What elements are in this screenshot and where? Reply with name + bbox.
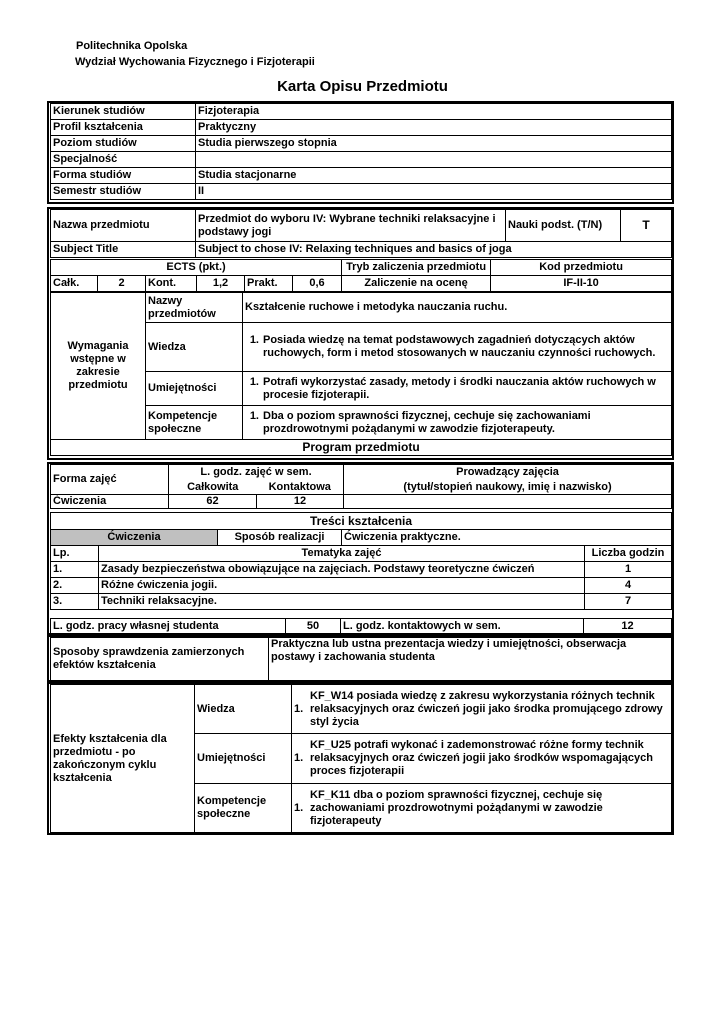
hours-label: L. godz. zajęć w sem. — [169, 465, 344, 481]
course-code-label: Kod przedmiotu — [491, 260, 672, 276]
outcome-category: Wiedza — [195, 685, 292, 734]
prereq-table — [50, 292, 672, 456]
course-name-label: Nazwa przedmiotu — [51, 210, 196, 242]
hours-total-label: Całkowita — [169, 481, 257, 495]
hours-header: Liczba godzin — [585, 546, 672, 562]
ects-total-value: 2 — [98, 276, 146, 292]
basic-sciences-label: Nauki podst. (T/N) — [506, 210, 621, 242]
outcomes-label: Efekty kształcenia dla przedmiotu - po zakończonym cyklu kształcenia — [51, 685, 195, 833]
outcome-category: Umiejętności — [195, 734, 292, 784]
prereq-social-label: Kompetencje społeczne — [146, 406, 243, 440]
faculty-line — [75, 56, 315, 68]
ects-contact-label: Kont. — [146, 276, 197, 292]
list-number: 1. — [294, 702, 304, 715]
ects-label: ECTS (pkt.) — [51, 260, 342, 276]
prereq-skills-cell — [243, 372, 672, 406]
list-number: 1. — [294, 752, 304, 764]
list-number: 1. — [249, 334, 259, 346]
ects-practical-label: Prakt. — [245, 276, 293, 292]
course-code-value: IF-II-10 — [491, 276, 672, 292]
teacher-sub-label: (tytuł/stopień naukowy, imię i nazwisko) — [344, 481, 672, 495]
study-label: Poziom studiów — [51, 136, 196, 152]
ects-contact-value: 1,2 — [197, 276, 245, 292]
ects-table — [50, 259, 672, 292]
assessment-value: Praktyczna lub ustna prezentacja wiedzy i umiejętności, obserwacja postawy i zachowania studenta — [269, 638, 672, 681]
program-title: Program przedmiotu — [51, 440, 672, 456]
prereq-names-value: Kształcenie ruchowe i metodyka nauczania ruchu. — [243, 293, 672, 323]
contact-hours-label: L. godz. kontaktowych w sem. — [341, 619, 584, 635]
row-hours: 1 — [585, 562, 672, 578]
row-hours: 4 — [585, 578, 672, 594]
pass-mode-label: Tryb zaliczenia przedmiotu — [342, 260, 491, 276]
prereq-names-label: Nazwy przedmiotów — [146, 293, 243, 323]
prereq-skills-value: Potrafi wykorzystać zasady, metody i środki nauczania aktów ruchowych w procesie fizjoterapii. — [263, 375, 656, 401]
study-value: Fizjoterapia — [196, 104, 672, 120]
row-topic: Techniki relaksacyjne. — [99, 594, 585, 610]
study-value: II — [196, 184, 672, 200]
own-work-value: 50 — [286, 619, 341, 635]
table-row — [51, 562, 672, 578]
content-form: Ćwiczenia — [51, 530, 218, 546]
lp-header: Lp. — [51, 546, 99, 562]
ects-total-label: Całk. — [51, 276, 98, 292]
hours-contact-label: Kontaktowa — [257, 481, 344, 495]
row-topic: Różne ćwiczenia jogii. — [99, 578, 585, 594]
study-label: Kierunek studiów — [51, 104, 196, 120]
program-table — [50, 464, 672, 509]
contact-hours-value: 12 — [584, 619, 672, 635]
prereq-label: Wymagania wstępne w zakresie przedmiotu — [51, 293, 146, 440]
outcome-cell — [292, 784, 672, 833]
table-row — [51, 594, 672, 610]
content-title: Treści kształcenia — [51, 513, 672, 530]
university-name: Politechnika Opolska — [76, 40, 188, 52]
study-value — [196, 152, 672, 168]
teacher-label: Prowadzący zajęcia — [344, 465, 672, 481]
prereq-knowledge-label: Wiedza — [146, 323, 243, 372]
prereq-skills-label: Umiejętności — [146, 372, 243, 406]
study-label: Specjalność — [51, 152, 196, 168]
study-value: Studia pierwszego stopnia — [196, 136, 672, 152]
subject-title: Subject to chose IV: Relaxing techniques and basics of joga — [196, 242, 672, 258]
method-value: Ćwiczenia praktyczne. — [342, 530, 672, 546]
workload-table — [50, 618, 672, 635]
row-topic: Zasady bezpieczeństwa obowiązujące na zajęciach. Podstawy teoretyczne ćwiczeń — [99, 562, 585, 578]
prereq-social-value: Dba o poziom sprawności fizycznej, cechuje się zachowaniami prozdrowotnymi pożądanymi w zawodzie fizjoterapeuty. — [263, 409, 591, 435]
form-label: Forma zajęć — [51, 465, 169, 495]
pass-mode-value: Zaliczenie na ocenę — [342, 276, 491, 292]
subject-title-label: Subject Title — [51, 242, 196, 258]
content-table — [50, 512, 672, 610]
method-label: Sposób realizacji — [218, 530, 342, 546]
table-row — [51, 578, 672, 594]
study-label: Semestr studiów — [51, 184, 196, 200]
topic-header: Tematyka zajęć — [99, 546, 585, 562]
course-name-table — [50, 209, 672, 258]
list-number: 1. — [294, 801, 304, 814]
outcome-text: KF_K11 dba o poziom sprawności fizycznej, cechuje się zachowaniami prozdrowotnymi pożądanymi w zawodzie fizjoterapeuty — [310, 788, 603, 827]
outcomes-table — [50, 684, 672, 833]
page-title: Karta Opisu Przedmiotu — [277, 78, 448, 95]
program-row-contact: 12 — [257, 495, 344, 509]
basic-sciences-value: T — [621, 210, 672, 242]
outcome-cell — [292, 734, 672, 784]
study-label: Profil kształcenia — [51, 120, 196, 136]
outcome-text: KF_W14 posiada wiedzę z zakresu wykorzystania różnych technik relaksacyjnych oraz ćwiczeń jogii jako środka promującego zdrowy styl życia — [310, 689, 663, 728]
assessment-table — [50, 637, 672, 681]
list-number: 1. — [249, 409, 259, 422]
prereq-social-cell — [243, 406, 672, 440]
study-value: Praktyczny — [196, 120, 672, 136]
program-row-teacher — [344, 495, 672, 509]
row-lp: 3. — [51, 594, 99, 610]
prereq-knowledge-value: Posiada wiedzę na temat podstawowych zagadnień dotyczących aktów ruchowych, form i metod stosowanych w nauczaniu czynności ruchowych. — [263, 334, 656, 359]
row-hours: 7 — [585, 594, 672, 610]
row-lp: 2. — [51, 578, 99, 594]
study-label: Forma studiów — [51, 168, 196, 184]
program-row-form: Ćwiczenia — [51, 495, 169, 509]
own-work-label: L. godz. pracy własnej studenta — [51, 619, 286, 635]
assessment-label: Sposoby sprawdzenia zamierzonych efektów kształcenia — [51, 638, 269, 681]
faculty-label: Wydział — [75, 56, 116, 68]
program-row-total: 62 — [169, 495, 257, 509]
study-info-table — [50, 103, 672, 200]
faculty-name: Wychowania Fizycznego i Fizjoterapii — [118, 56, 315, 68]
outcome-category: Kompetencje społeczne — [195, 784, 292, 833]
prereq-knowledge-cell — [243, 323, 672, 372]
row-lp: 1. — [51, 562, 99, 578]
outcome-cell — [292, 685, 672, 734]
ects-practical-value: 0,6 — [293, 276, 342, 292]
outcome-text: KF_U25 potrafi wykonać i zademonstrować różne formy technik relaksacyjnych oraz ćwiczeń jogii jako środków wspomagających proces fizjoterapii — [310, 739, 653, 777]
study-value: Studia stacjonarne — [196, 168, 672, 184]
course-name: Przedmiot do wyboru IV: Wybrane techniki relaksacyjne i podstawy jogi — [196, 210, 506, 242]
list-number: 1. — [249, 375, 259, 388]
